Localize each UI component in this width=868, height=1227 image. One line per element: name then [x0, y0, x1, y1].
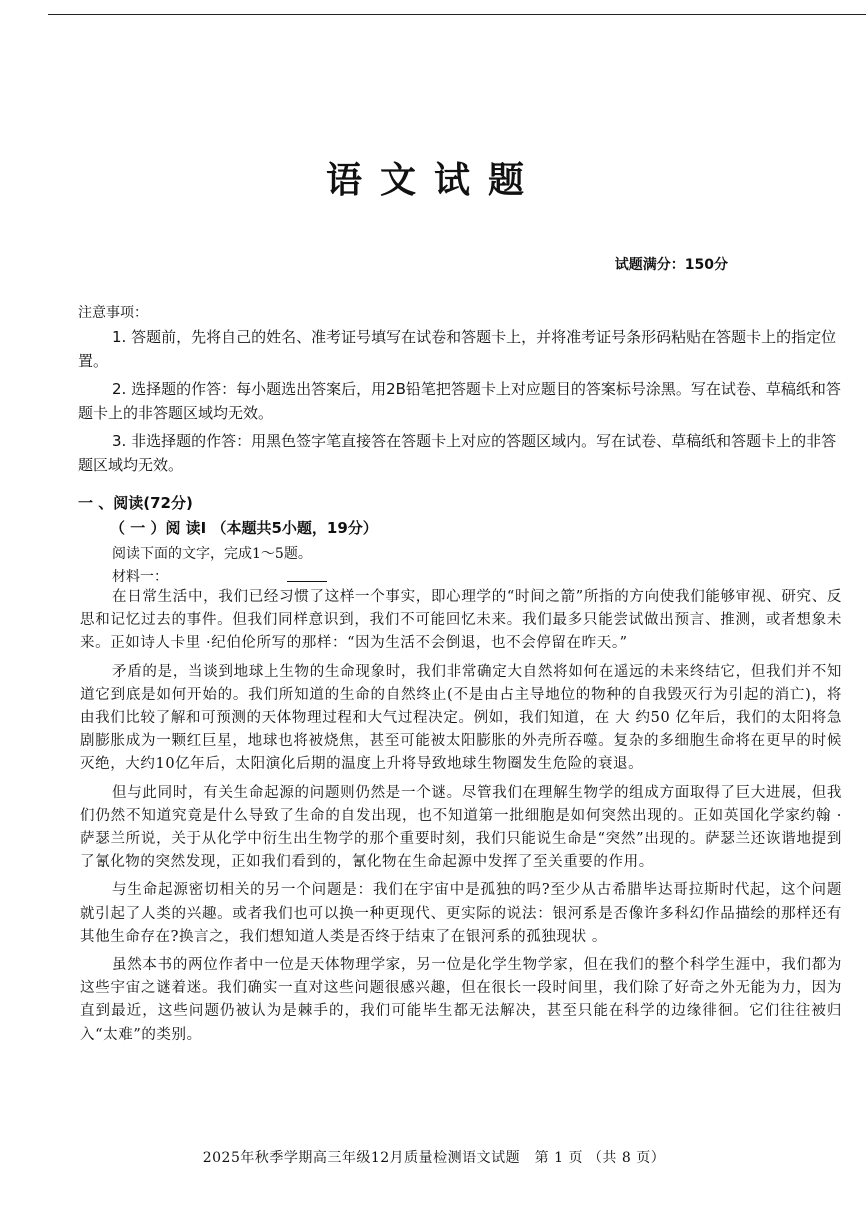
material-label: 材料一： [112, 569, 168, 585]
blank-underline [287, 581, 327, 582]
page-footer: 2025年秋季学期高三年级12月质量检测语文试题 第 1 页 （共 8 页） [202, 1150, 666, 1166]
subsection-heading: （ 一 ）阅 读I （本题共5小题，19分） [110, 519, 378, 537]
notice-item-3: 3. 非选择题的作答：用黑色签字笔直接答在答题卡上对应的答题区域内。写在试卷、草稿纸和答题卡上的非答题区域均无效。 [78, 432, 837, 474]
passage [80, 586, 842, 1047]
reading-instruction: 阅读下面的文字，完成1～5题。 [112, 546, 312, 562]
top-rule [48, 14, 866, 15]
passage-paragraph-5: 虽然本书的两位作者中一位是天体物理学家，另一位是化学生物学家，但在我们的整个科学生涯中，我们都为这些宇宙之谜着迷。我们确实一直对这些问题很感兴趣，但在很长一段时间里，我们除了好奇之外无能为力，因为直到最近，这些问题仍被认为是棘手的，我们可能毕生都无法解决，甚至只能在科学的边缘徘徊。它们往往被归入“太难”的类别。 [80, 957, 842, 1043]
passage-paragraph-3: 但与此同时，有关生命起源的问题则仍然是一个谜。尽管我们在理解生物学的组成方面取得了巨大进展，但我们仍然不知道究竟是什么导致了生命的自发出现，也不知道第一批细胞是如何突然出现的。正如英国化学家约翰 ·萨瑟兰所说，关于从化学中衍生出生物学的那个重要时刻，我们只能说生命是“突然”出现的。萨瑟兰还诙谐地提到了氰化物的突然发现，正如我们看到的，氰化物在生命起源中发挥了至关重要的作用。 [80, 784, 842, 871]
page-title: 语文试题 [325, 160, 542, 201]
passage-paragraph-2: 矛盾的是，当谈到地球上生物的生命现象时，我们非常确定大自然将如何在遥远的未来终结它，但我们并不知道它到底是如何开始的。我们所知道的生命的自然终止(不是由占主导地位的物种的自我毁灭行为引起的消亡)，将由我们比较了解和可预测的天体物理过程和大气过程决定。例如，我们知道，在 大 约50 亿年后，我们的太阳将急剧膨胀成为一颗红巨星，地球也将被烧焦，甚至可能被太阳膨胀的外壳所吞噬。复杂的多细胞生命将在更早的时候灭绝，大约10亿年后，太阳演化后期的温度上升将导致地球生物圈发生危险的衰退。 [80, 663, 842, 773]
notice-list [78, 325, 842, 477]
section-heading: 一 、阅读(72分) [78, 494, 193, 512]
notice-item-2: 2. 选择题的作答：每小题选出答案后，用2B铅笔把答题卡上对应题目的答案标号涂黑。写在试卷、草稿纸和答题卡上的非答题区域均无效。 [78, 380, 841, 422]
full-score: 试题满分：150分 [614, 257, 728, 273]
notice-heading: 注意事项： [78, 305, 148, 321]
passage-paragraph-1: 在日常生活中，我们已经习惯了这样一个事实，即心理学的“时间之箭”所指的方向使我们能够审视、研究、反思和记忆过去的事件。但我们同样意识到，我们不可能回忆未来。我们最多只能尝试做出预言、推测，或者想象未来。正如诗人卡里 ·纪伯伦所写的那样：“因为生活不会倒退，也不会停留在昨天。” [80, 589, 842, 652]
passage-paragraph-4: 与生命起源密切相关的另一个问题是：我们在宇宙中是孤独的吗?至少从古希腊毕达哥拉斯时代起，这个问题就引起了人类的兴趣。或者我们也可以换一种更现代、更实际的说法：银河系是否像许多科幻作品描绘的那样还有其他生命存在?换言之，我们想知道人类是否终于结束了在银河系的孤独现状 。 [80, 882, 842, 945]
notice-item-1: 1. 答题前，先将自己的姓名、准考证号填写在试卷和答题卡上，并将准考证号条形码粘贴在答题卡上的指定位置。 [78, 328, 837, 370]
